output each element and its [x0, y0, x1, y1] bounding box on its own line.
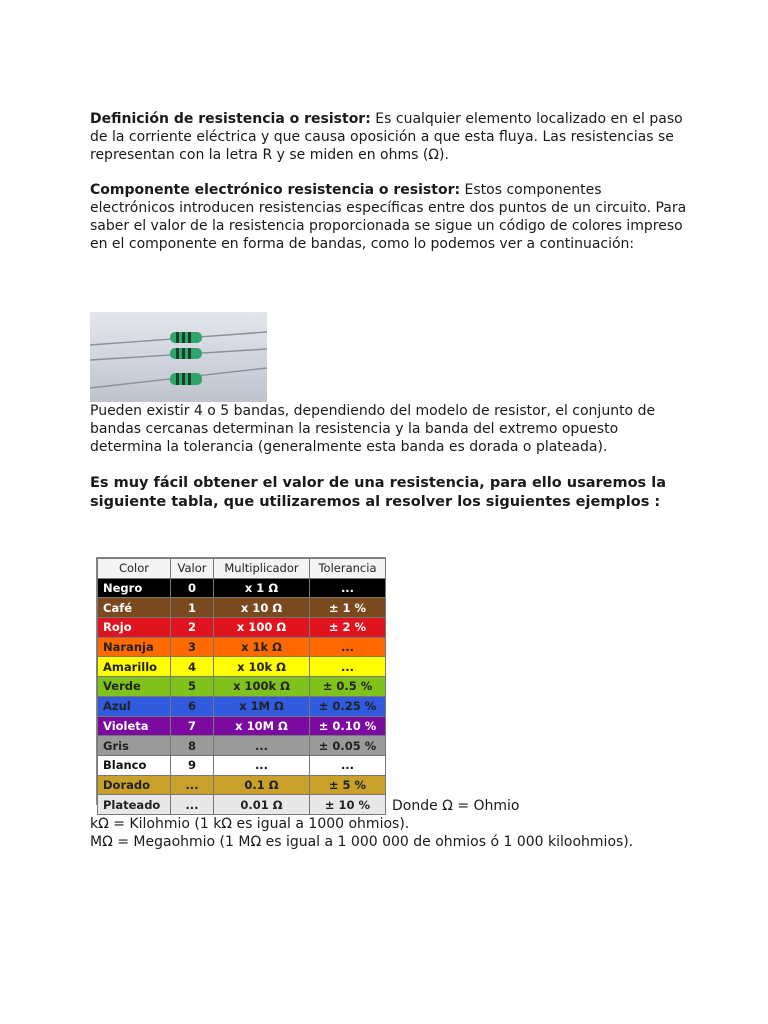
cell-multiplicador: ...: [214, 736, 310, 756]
table-row: [98, 677, 386, 697]
header-tolerancia: Tolerancia: [310, 559, 386, 579]
cell-color: Amarillo: [98, 657, 171, 677]
cell-tolerancia: ± 0.25 %: [310, 696, 386, 716]
cell-valor: ...: [171, 795, 214, 815]
cell-tolerancia: ...: [310, 578, 386, 598]
cell-valor: 9: [171, 755, 214, 775]
cell-multiplicador: x 1M Ω: [214, 696, 310, 716]
resistors-illustration: [90, 312, 267, 402]
cell-tolerancia: ± 1 %: [310, 598, 386, 618]
cell-tolerancia: ± 10 %: [310, 795, 386, 815]
table-intro-paragraph: Es muy fácil obtener el valor de una resistencia, para ello usaremos la siguiente tabla, que utilizaremos al resolver los siguientes ejemplos :: [90, 475, 666, 510]
cell-valor: 4: [171, 657, 214, 677]
megaohm-line: MΩ = Megaohmio (1 MΩ es igual a 1 000 000 de ohmios ó 1 000 kiloohmios).: [90, 834, 634, 850]
resistor-2: [170, 348, 202, 359]
definition-paragraph: [90, 110, 690, 164]
table-body: [98, 578, 386, 814]
resistor-3: [170, 373, 202, 385]
table-row: [98, 598, 386, 618]
cell-color: Gris: [98, 736, 171, 756]
table-row: [98, 578, 386, 598]
component-paragraph: [90, 181, 690, 253]
cell-tolerancia: ...: [310, 755, 386, 775]
table-row: [98, 657, 386, 677]
cell-multiplicador: x 10M Ω: [214, 716, 310, 736]
cell-multiplicador: x 1k Ω: [214, 637, 310, 657]
cell-color: Violeta: [98, 716, 171, 736]
table-row: [98, 795, 386, 815]
units-paragraph: [90, 815, 690, 851]
cell-valor: 8: [171, 736, 214, 756]
color-code-table-container: [96, 557, 386, 812]
cell-tolerancia: ± 2 %: [310, 618, 386, 638]
cell-valor: ...: [171, 775, 214, 795]
resistor-1: [170, 332, 202, 343]
cell-color: Blanco: [98, 755, 171, 775]
cell-valor: 1: [171, 598, 214, 618]
bands-paragraph: Pueden existir 4 o 5 bandas, dependiendo del modelo de resistor, el conjunto de bandas cercanas determinan la resistencia y la banda del extremo opuesto determina la tolerancia (generalmente esta banda es dorada o plateada).: [90, 403, 656, 455]
cell-valor: 5: [171, 677, 214, 697]
cell-tolerancia: ± 0.10 %: [310, 716, 386, 736]
cell-color: Negro: [98, 578, 171, 598]
header-color: Color: [98, 559, 171, 579]
cell-tolerancia: ...: [310, 637, 386, 657]
component-body: Estos componentes electrónicos introducen resistencias específicas entre dos puntos de un circuito. Para saber el valor de la resistencia proporcionada se sigue un código de colores impreso en el componente en forma de bandas, como lo podemos ver a continuación:: [90, 182, 687, 252]
cell-color: Café: [98, 598, 171, 618]
cell-color: Rojo: [98, 618, 171, 638]
table-row: [98, 618, 386, 638]
cell-color: Azul: [98, 696, 171, 716]
header-valor: Valor: [171, 559, 214, 579]
cell-tolerancia: ...: [310, 657, 386, 677]
cell-color: Verde: [98, 677, 171, 697]
header-multiplicador: Multiplicador: [214, 559, 310, 579]
cell-tolerancia: ± 0.05 %: [310, 736, 386, 756]
resistors-photo: [90, 312, 267, 402]
table-row: [98, 755, 386, 775]
cell-multiplicador: x 100k Ω: [214, 677, 310, 697]
cell-color: Plateado: [98, 795, 171, 815]
definition-body: Es cualquier elemento localizado en el paso de la corriente eléctrica y que causa oposición a que esta fluya. Las resistencias se representan con la letra R y se miden en ohms (Ω).: [90, 111, 683, 163]
cell-valor: 3: [171, 637, 214, 657]
kilohm-line: kΩ = Kilohmio (1 kΩ es igual a 1000 ohmios).: [90, 816, 410, 832]
cell-multiplicador: x 100 Ω: [214, 618, 310, 638]
cell-multiplicador: x 1 Ω: [214, 578, 310, 598]
ohm-definition: Donde Ω = Ohmio: [392, 798, 520, 814]
cell-color: Dorado: [98, 775, 171, 795]
table-row: [98, 637, 386, 657]
cell-tolerancia: ± 0.5 %: [310, 677, 386, 697]
cell-multiplicador: x 10k Ω: [214, 657, 310, 677]
cell-multiplicador: 0.1 Ω: [214, 775, 310, 795]
component-heading: Componente electrónico resistencia o resistor:: [90, 182, 461, 198]
table-header-row: [98, 559, 386, 579]
cell-tolerancia: ± 5 %: [310, 775, 386, 795]
definition-heading: Definición de resistencia o resistor:: [90, 111, 371, 127]
cell-multiplicador: x 10 Ω: [214, 598, 310, 618]
table-row: [98, 775, 386, 795]
cell-valor: 6: [171, 696, 214, 716]
cell-valor: 7: [171, 716, 214, 736]
table-row: [98, 696, 386, 716]
table-row: [98, 716, 386, 736]
cell-valor: 2: [171, 618, 214, 638]
cell-valor: 0: [171, 578, 214, 598]
cell-color: Naranja: [98, 637, 171, 657]
table-row: [98, 736, 386, 756]
cell-multiplicador: 0.01 Ω: [214, 795, 310, 815]
cell-multiplicador: ...: [214, 755, 310, 775]
color-code-table: [97, 558, 386, 815]
